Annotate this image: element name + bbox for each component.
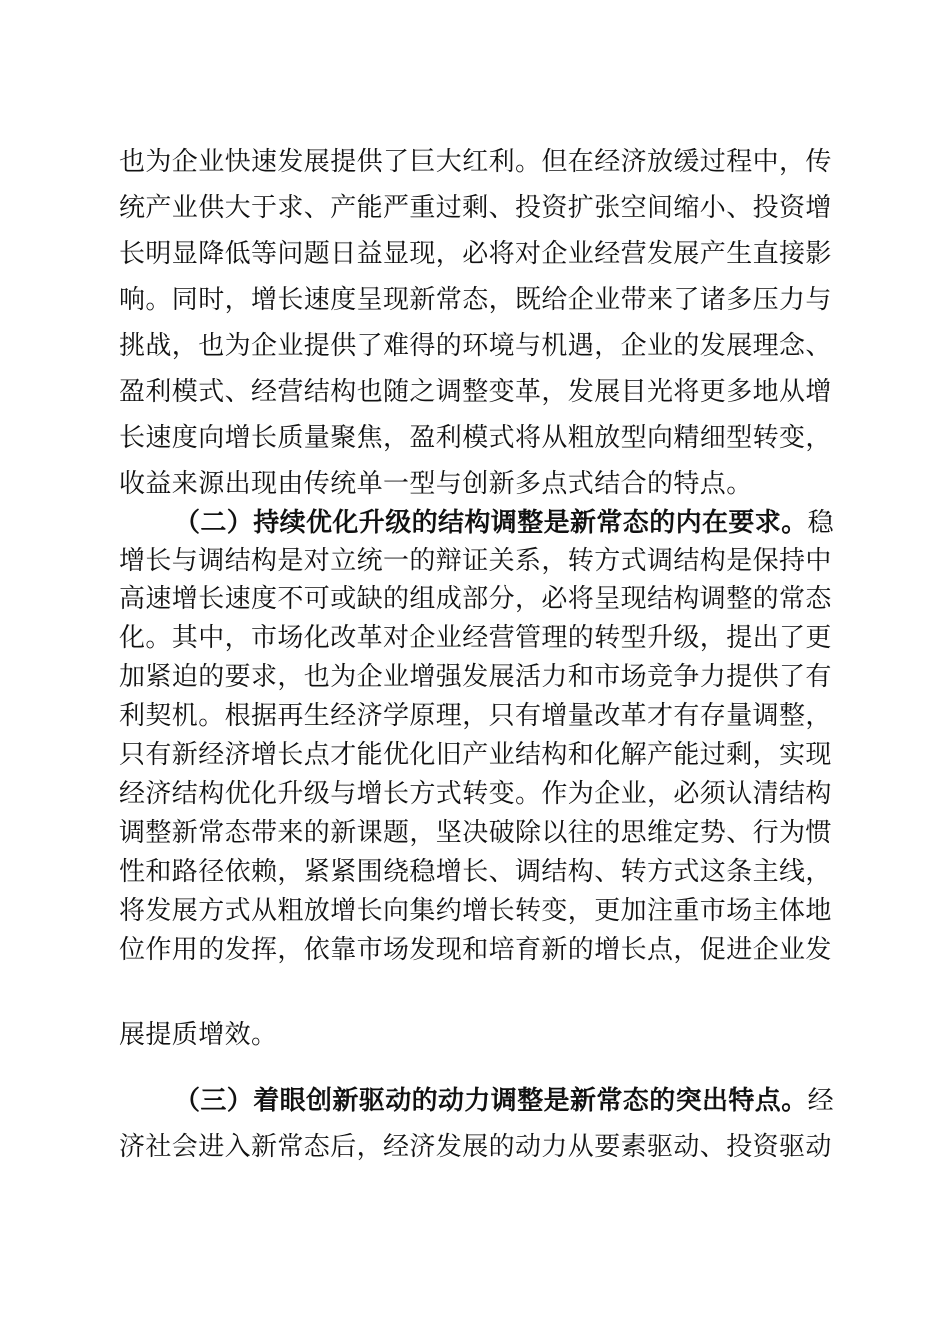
text-line: 只有新经济增长点才能优化旧产业结构和化解产能过剩，实现 [119, 740, 832, 770]
text-line: 性和路径依赖，紧紧围绕稳增长、调结构、转方式这条主线， [119, 857, 832, 887]
text-line: 将发展方式从粗放增长向集约增长转变，更加注重市场主体地 [119, 896, 832, 926]
text-line: 位作用的发挥，依靠市场发现和培育新的增长点，促进企业发 [119, 935, 832, 965]
text-line: 盈利模式、经营结构也随之调整变革，发展目光将更多地从增 [119, 377, 832, 407]
text-line: 也为企业快速发展提供了巨大红利。但在经济放缓过程中，传 [119, 147, 832, 177]
text-line: 高速增长速度不可或缺的组成部分，必将呈现结构调整的常态 [119, 584, 832, 614]
text-line: 长明显降低等问题日益显现，必将对企业经营发展产生直接影 [119, 239, 832, 269]
section-3-first-line-tail: 经 [807, 1086, 835, 1116]
text-line: 统产业供大于求、产能严重过剩、投资扩张空间缩小、投资增 [119, 193, 832, 223]
section-3-heading: （三）着眼创新驱动的动力调整是新常态的突出特点。 [174, 1086, 808, 1116]
text-line: 加紧迫的要求，也为企业增强发展活力和市场竞争力提供了有 [119, 662, 832, 692]
text-line: 响。同时，增长速度呈现新常态，既给企业带来了诸多压力与 [119, 285, 832, 315]
text-line: 济社会进入新常态后，经济发展的动力从要素驱动、投资驱动 [119, 1132, 832, 1162]
text-line: 挑战，也为企业提供了难得的环境与机遇，企业的发展理念、 [119, 331, 832, 361]
text-line: 收益来源出现由传统单一型与创新多点式结合的特点。 [119, 469, 753, 499]
text-line: 展提质增效。 [119, 1020, 278, 1050]
text-line: 调整新常态带来的新课题，坚决破除以往的思维定势、行为惯 [119, 818, 832, 848]
section-2-first-line [174, 504, 834, 542]
section-3-first-line [174, 1082, 834, 1120]
text-line: 化。其中，市场化改革对企业经营管理的转型升级，提出了更 [119, 623, 832, 653]
text-line: 长速度向增长质量聚焦，盈利模式将从粗放型向精细型转变， [119, 423, 832, 453]
text-line: 利契机。根据再生经济学原理，只有增量改革才有存量调整， [119, 701, 832, 731]
section-2-heading: （二）持续优化升级的结构调整是新常态的内在要求。 [174, 508, 808, 538]
section-2-first-line-tail: 稳 [807, 508, 835, 538]
text-line: 增长与调结构是对立统一的辩证关系，转方式调结构是保持中 [119, 546, 832, 576]
text-line: 经济结构优化升级与增长方式转变。作为企业，必须认清结构 [119, 779, 832, 809]
